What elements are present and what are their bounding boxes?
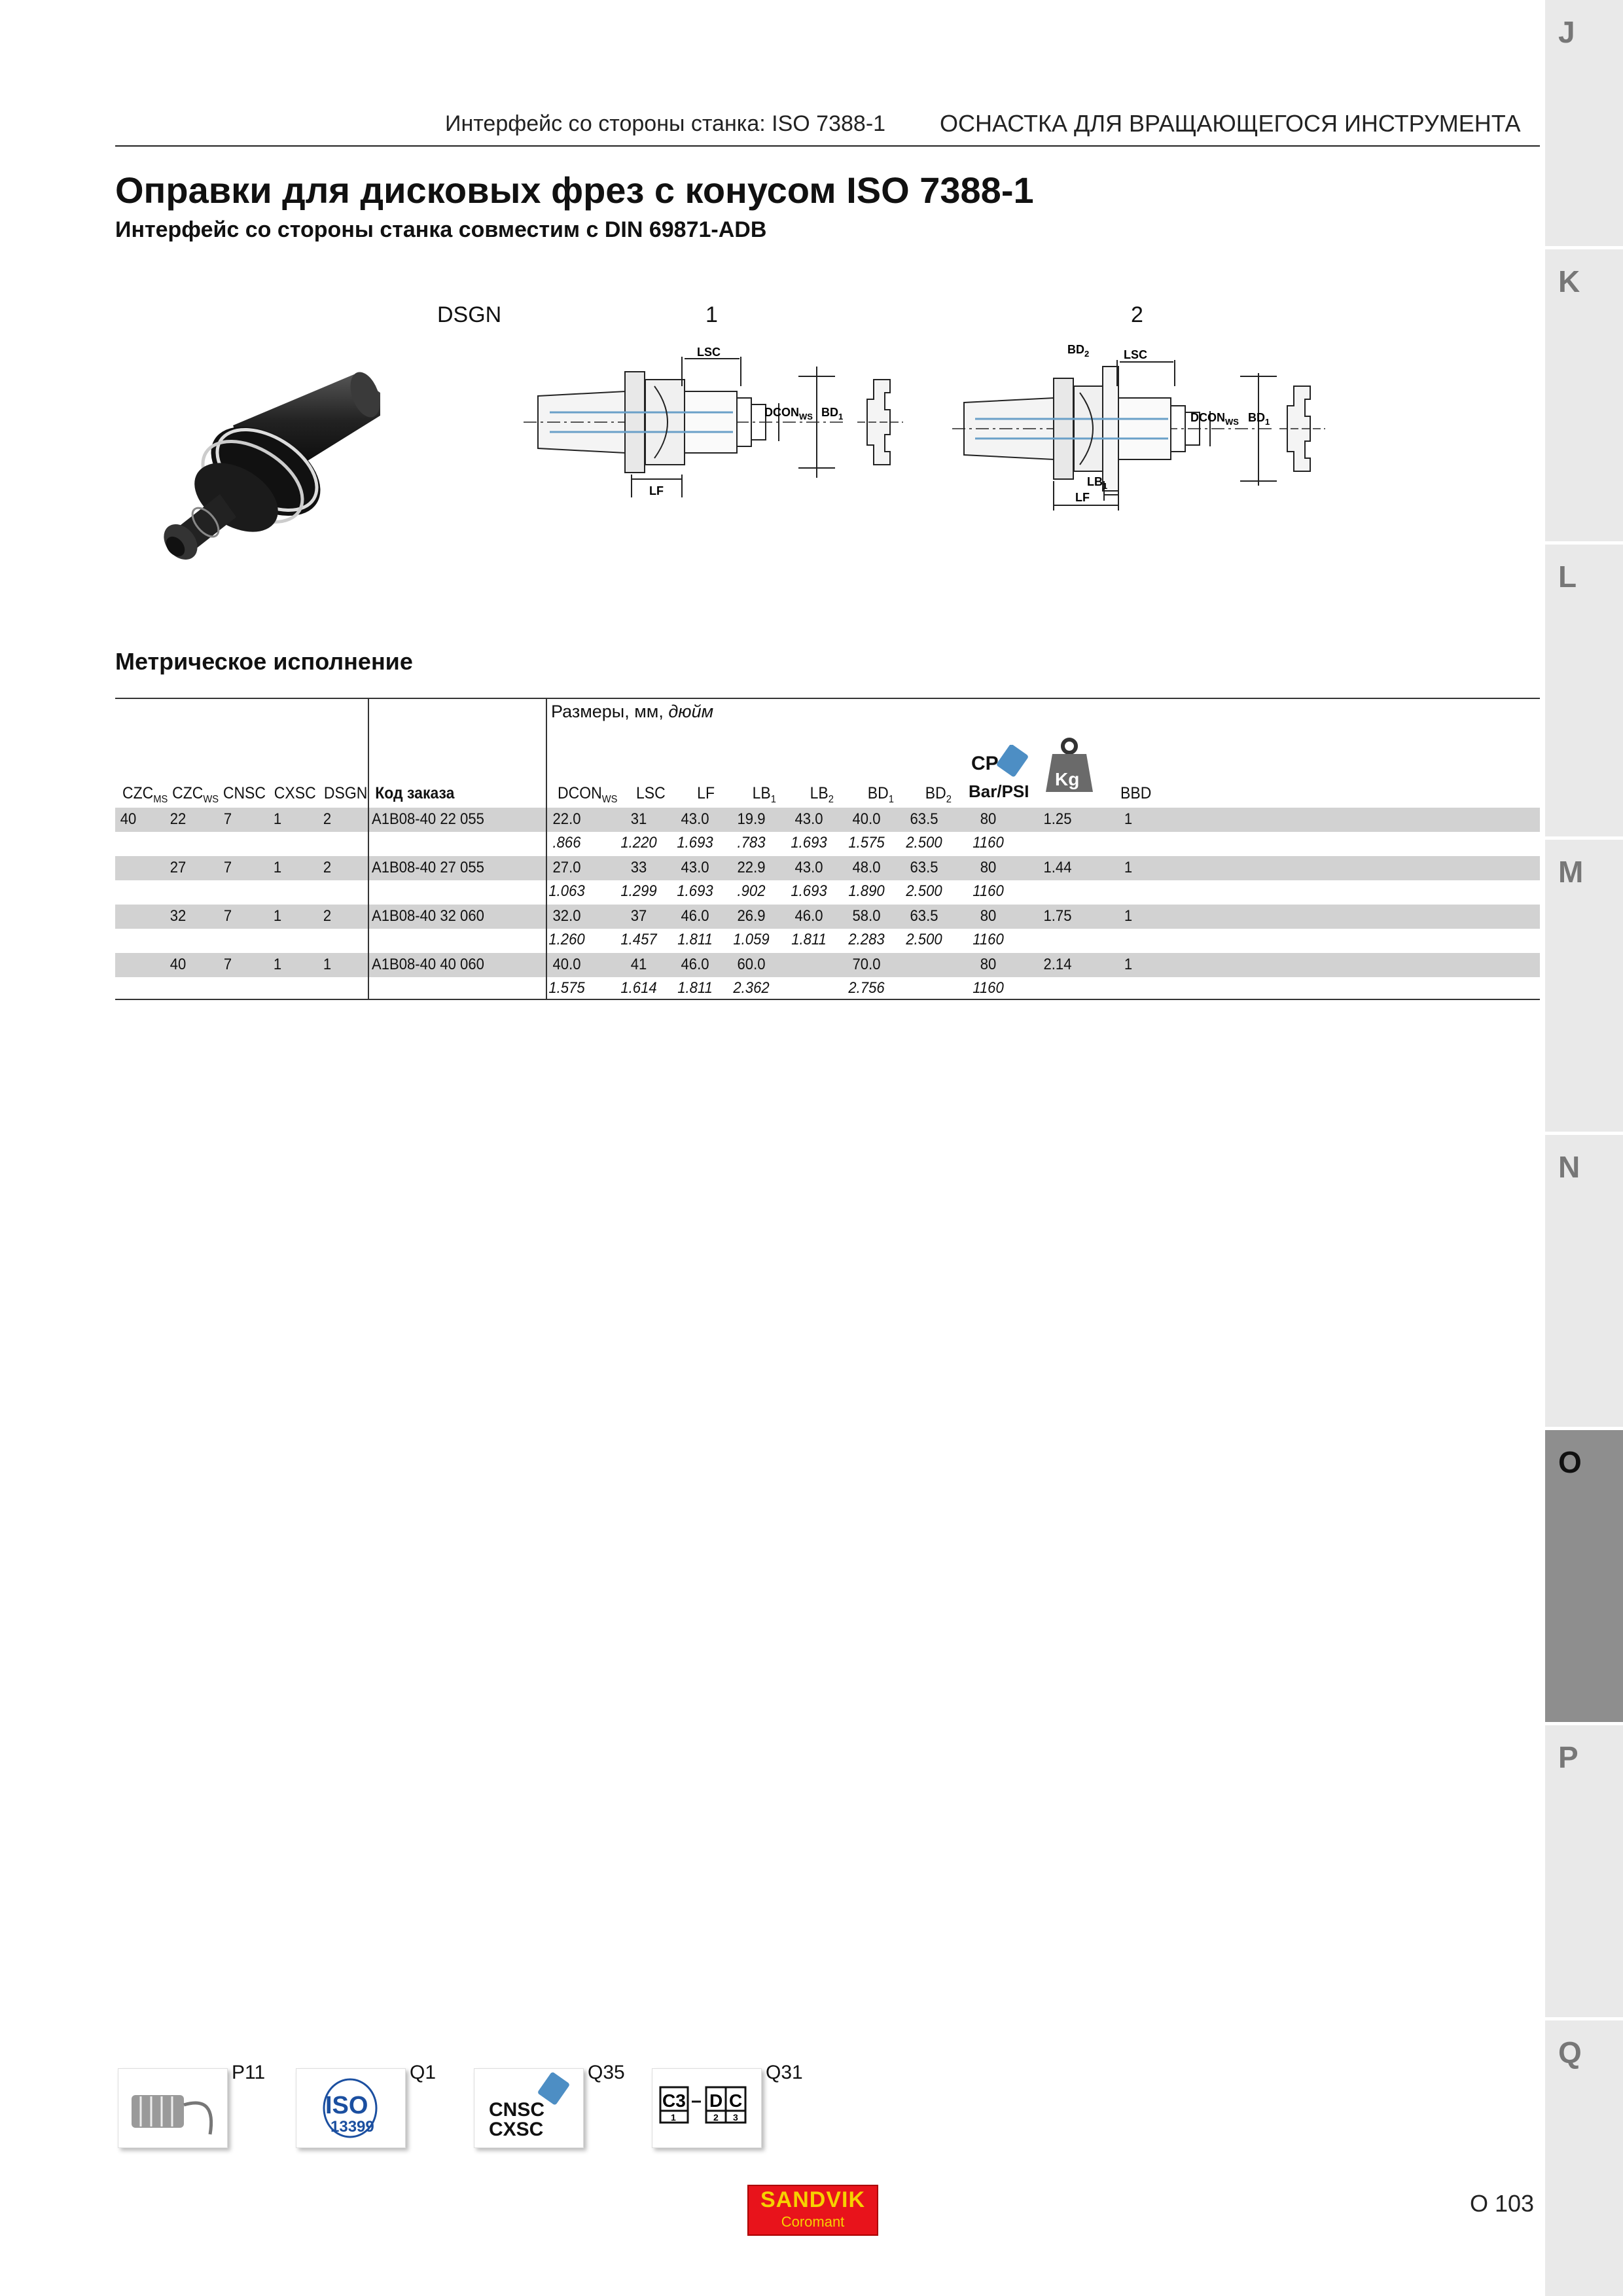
cell-lb2: 46.0	[794, 907, 823, 925]
cell-cnsc: 7	[223, 859, 232, 876]
cell-inch-dcon: 1.063	[548, 882, 585, 900]
lb1-subscript: 1	[1103, 481, 1108, 491]
cell-inch-lf: 1.693	[677, 882, 713, 900]
cell-inch-lsc: 1.614	[620, 979, 657, 997]
cell-inch-lb1: 2.362	[733, 979, 770, 997]
cell-dcon: 32.0	[552, 907, 581, 925]
col-header-lsc: LSC	[635, 784, 666, 802]
cell-inch-bd2: 2.500	[906, 834, 942, 852]
cell-inch-lf: 1.811	[677, 979, 713, 997]
design-2-label: 2	[1131, 302, 1143, 327]
cell-dcon: 27.0	[552, 859, 581, 876]
section-tab-bar	[1545, 0, 1623, 2296]
collet-icon[interactable]	[118, 2068, 228, 2148]
cell-inch-lsc: 1.220	[620, 834, 657, 852]
bd1-dim-label: BD	[821, 406, 838, 419]
col-header-cxsc: CXSC	[274, 784, 316, 802]
cell-inch-lsc: 1.299	[620, 882, 657, 900]
tab-label: K	[1558, 264, 1580, 298]
cell-bd2: 63.5	[910, 810, 938, 828]
cell-lb2: 43.0	[794, 859, 823, 876]
cell-bd1: 58.0	[852, 907, 881, 925]
lb1-dim-label: LB	[1087, 475, 1103, 488]
header-interface: Интерфейс со стороны станка: ISO 7388-1	[445, 111, 886, 136]
design-2-drawing	[952, 340, 1345, 511]
col-header-bd2: $BD_2$	[925, 784, 952, 805]
weight-icon	[1043, 734, 1096, 800]
lsc-dim-label: LSC	[1124, 348, 1147, 361]
cell-inch-lb2: 1.693	[791, 882, 827, 900]
cell-inch-bd1: 2.756	[848, 979, 885, 997]
cell-inch-bd1: 1.575	[848, 834, 885, 852]
design-1-drawing	[524, 340, 916, 497]
c3-dc-icon[interactable]	[652, 2068, 762, 2148]
cell-lsc: 41	[630, 956, 647, 973]
page-title: Оправки для дисковых фрез с конусом ISO 7388-1	[115, 170, 1034, 211]
c3-text: C3	[662, 2090, 686, 2111]
tab-m[interactable]	[1545, 840, 1623, 1132]
page-number: O 103	[1470, 2190, 1535, 2217]
index-1: 1	[671, 2112, 676, 2123]
cell-inch-lsc: 1.457	[620, 931, 657, 948]
cell-lb1: 22.9	[737, 859, 766, 876]
tab-n[interactable]	[1545, 1135, 1623, 1427]
cell-cxsc: 1	[273, 907, 282, 925]
tab-label: O	[1558, 1445, 1582, 1479]
bar-psi-label: Bar/PSI	[969, 781, 1029, 801]
index-3: 3	[733, 2112, 738, 2123]
tab-label: J	[1558, 15, 1575, 49]
iso-13399-icon[interactable]	[296, 2068, 406, 2148]
section-title: Метрическое исполнение	[115, 648, 413, 675]
bd2-subscript: 2	[1084, 349, 1090, 359]
design-1-label: 1	[705, 302, 718, 327]
cell-czcws: 40	[169, 956, 187, 973]
logo-bottom-text: Coromant	[781, 2214, 845, 2230]
cell-bd1: 48.0	[852, 859, 881, 876]
cell-czcws: 27	[169, 859, 187, 876]
tab-j[interactable]	[1545, 0, 1623, 246]
cell-kg: 1.25	[1043, 810, 1072, 828]
cell-inch-bd2: 2.500	[906, 882, 942, 900]
ref-q35[interactable]: Q35	[588, 2062, 625, 2083]
cell-cnsc: 7	[223, 956, 232, 973]
lsc-dim-label: LSC	[697, 346, 721, 359]
cell-bbd: 1	[1124, 859, 1133, 876]
dsgn-label: DSGN	[437, 302, 502, 327]
cell-inch-dcon: 1.575	[548, 979, 585, 997]
col-header-bd1: $BD_1$	[867, 784, 894, 805]
cell-czcws: 22	[169, 810, 187, 828]
cell-cxsc: 1	[273, 810, 282, 828]
tab-k[interactable]	[1545, 249, 1623, 541]
tab-label: Q	[1558, 2036, 1582, 2070]
cell-kg: 1.75	[1043, 907, 1072, 925]
cell-code: A1B08-40 32 060	[372, 907, 484, 925]
col-header-czc-ms: $CZC_{MS}$	[122, 784, 168, 805]
cell-lsc: 31	[630, 810, 647, 828]
cell-lsc: 33	[630, 859, 647, 876]
cell-inch-cp: 1160	[972, 834, 1004, 852]
cp-label: CP	[971, 753, 999, 774]
col-header-lf: LF	[697, 784, 715, 802]
cell-inch-lf: 1.811	[677, 931, 713, 948]
units-mm: Размеры, мм,	[551, 702, 664, 721]
iso-text: ISO	[325, 2092, 368, 2119]
page-subtitle: Интерфейс со стороны станка совместим с DIN 69871-ADB	[115, 217, 767, 242]
d-text: D	[709, 2090, 723, 2111]
cell-lb2: 43.0	[794, 810, 823, 828]
cell-lb1: 60.0	[737, 956, 766, 973]
cell-cp: 80	[980, 956, 997, 973]
cell-dsgn: 2	[323, 907, 332, 925]
svg-text:DCONWS	[1190, 411, 1239, 427]
cell-inch-lb1: 1.059	[733, 931, 770, 948]
cell-cnsc: 7	[223, 907, 232, 925]
col-header-czc-ws: $CZC_{WS}$	[172, 784, 219, 805]
product-table	[115, 698, 1540, 1000]
col-header-bbd: BBD	[1120, 784, 1152, 802]
cell-inch-lb1: .902	[737, 882, 766, 900]
cell-lf: 43.0	[681, 810, 709, 828]
bd1-subscript: 1	[1265, 417, 1270, 427]
bd1-subscript: 1	[838, 412, 844, 422]
c-text: C	[729, 2090, 743, 2111]
iso-number: 13399	[330, 2118, 374, 2136]
cell-inch-bd1: 2.283	[848, 931, 885, 948]
units-inch: дюйм	[668, 702, 714, 721]
ref-q31[interactable]: Q31	[766, 2062, 803, 2083]
cell-dcon: 22.0	[552, 810, 581, 828]
cell-code: A1B08-40 40 060	[372, 956, 484, 973]
ref-q1[interactable]: Q1	[410, 2062, 437, 2083]
cell-bbd: 1	[1124, 907, 1133, 925]
tab-q[interactable]	[1545, 2020, 1623, 2296]
table-divider	[368, 698, 369, 1000]
tab-label: P	[1558, 1740, 1578, 1774]
logo-top-text: SANDVIK	[760, 2187, 866, 2212]
cell-dsgn: 1	[323, 956, 332, 973]
cell-cxsc: 1	[273, 956, 282, 973]
units-caption	[551, 702, 713, 722]
cnsc-cxsc-icon[interactable]	[474, 2068, 584, 2148]
ws-subscript: WS	[799, 412, 813, 422]
tab-o[interactable]	[1545, 1430, 1623, 1722]
cell-czcws: 32	[169, 907, 187, 925]
tab-label: M	[1558, 855, 1584, 889]
cell-lf: 46.0	[681, 907, 709, 925]
bd2-dim-label: BD	[1067, 343, 1084, 356]
cell-inch-dcon: .866	[552, 834, 581, 852]
lf-dim-label: LF	[649, 484, 664, 497]
cell-lsc: 37	[630, 907, 647, 925]
dcon-dim-label: DCON	[764, 406, 799, 419]
tab-label: N	[1558, 1150, 1580, 1184]
cell-bd1: 40.0	[852, 810, 881, 828]
cell-cnsc: 7	[223, 810, 232, 828]
cell-inch-cp: 1160	[972, 931, 1004, 948]
col-header-lb1: $LB_1$	[752, 784, 776, 805]
table-top-rule	[115, 698, 1540, 699]
cell-bbd: 1	[1124, 956, 1133, 973]
cell-czcms: 40	[120, 810, 137, 828]
cnsc-text: CNSC	[489, 2099, 545, 2121]
header-section: ОСНАСТКА ДЛЯ ВРАЩАЮЩЕГОСЯ ИНСТРУМЕНТА	[940, 110, 1521, 137]
index-2: 2	[713, 2112, 719, 2123]
cxsc-text: CXSC	[489, 2119, 544, 2140]
cell-code: A1B08-40 22 055	[372, 810, 484, 828]
cell-cp: 80	[980, 859, 997, 876]
cell-cp: 80	[980, 907, 997, 925]
dcon-dim-label: DCON	[1190, 411, 1225, 424]
cell-lf: 46.0	[681, 956, 709, 973]
cell-dsgn: 2	[323, 859, 332, 876]
kg-label: Kg	[1055, 769, 1080, 789]
cell-kg: 2.14	[1043, 956, 1072, 973]
cell-bd1: 70.0	[852, 956, 881, 973]
tool-holder-photo	[128, 353, 390, 569]
tab-label: L	[1558, 560, 1577, 594]
cell-inch-lb2: 1.811	[791, 931, 827, 948]
col-header-order-code: Код заказа	[375, 784, 455, 802]
svg-text:BD1	[821, 406, 843, 422]
cell-dcon: 40.0	[552, 956, 581, 973]
cell-inch-cp: 1160	[972, 979, 1004, 997]
bd1-dim-label: BD	[1248, 411, 1265, 424]
coolant-pressure-icon	[967, 745, 1030, 808]
cell-inch-bd1: 1.890	[848, 882, 885, 900]
cell-cp: 80	[980, 810, 997, 828]
cell-lf: 43.0	[681, 859, 709, 876]
cell-cxsc: 1	[273, 859, 282, 876]
ref-p11[interactable]: P11	[232, 2062, 266, 2083]
table-bottom-rule	[115, 999, 1540, 1000]
col-header-cnsc: CNSC	[223, 784, 266, 802]
cell-dsgn: 2	[323, 810, 332, 828]
lf-dim-label: LF	[1075, 491, 1090, 504]
cell-inch-lb1: .783	[737, 834, 766, 852]
cell-inch-lb2: 1.693	[791, 834, 827, 852]
cell-code: A1B08-40 27 055	[372, 859, 484, 876]
cell-bd2: 63.5	[910, 859, 938, 876]
cell-bbd: 1	[1124, 810, 1133, 828]
cell-kg: 1.44	[1043, 859, 1072, 876]
col-header-lb2: $LB_2$	[810, 784, 834, 805]
tab-p[interactable]	[1545, 1725, 1623, 2017]
cell-lb1: 26.9	[737, 907, 766, 925]
cell-inch-lf: 1.693	[677, 834, 713, 852]
cell-inch-cp: 1160	[972, 882, 1004, 900]
header-rule	[115, 145, 1540, 147]
col-header-dcon: $DCON_{WS}$	[557, 784, 618, 805]
sandvik-coromant-logo	[747, 2185, 878, 2236]
cell-inch-dcon: 1.260	[548, 931, 585, 948]
svg-text:DCONWS	[764, 406, 813, 422]
tab-l[interactable]	[1545, 545, 1623, 836]
cell-bd2: 63.5	[910, 907, 938, 925]
cell-inch-bd2: 2.500	[906, 931, 942, 948]
cell-lb1: 19.9	[737, 810, 766, 828]
svg-text:BD2	[1067, 343, 1089, 359]
ws-subscript: WS	[1225, 417, 1239, 427]
col-header-dsgn: DSGN	[323, 784, 368, 802]
